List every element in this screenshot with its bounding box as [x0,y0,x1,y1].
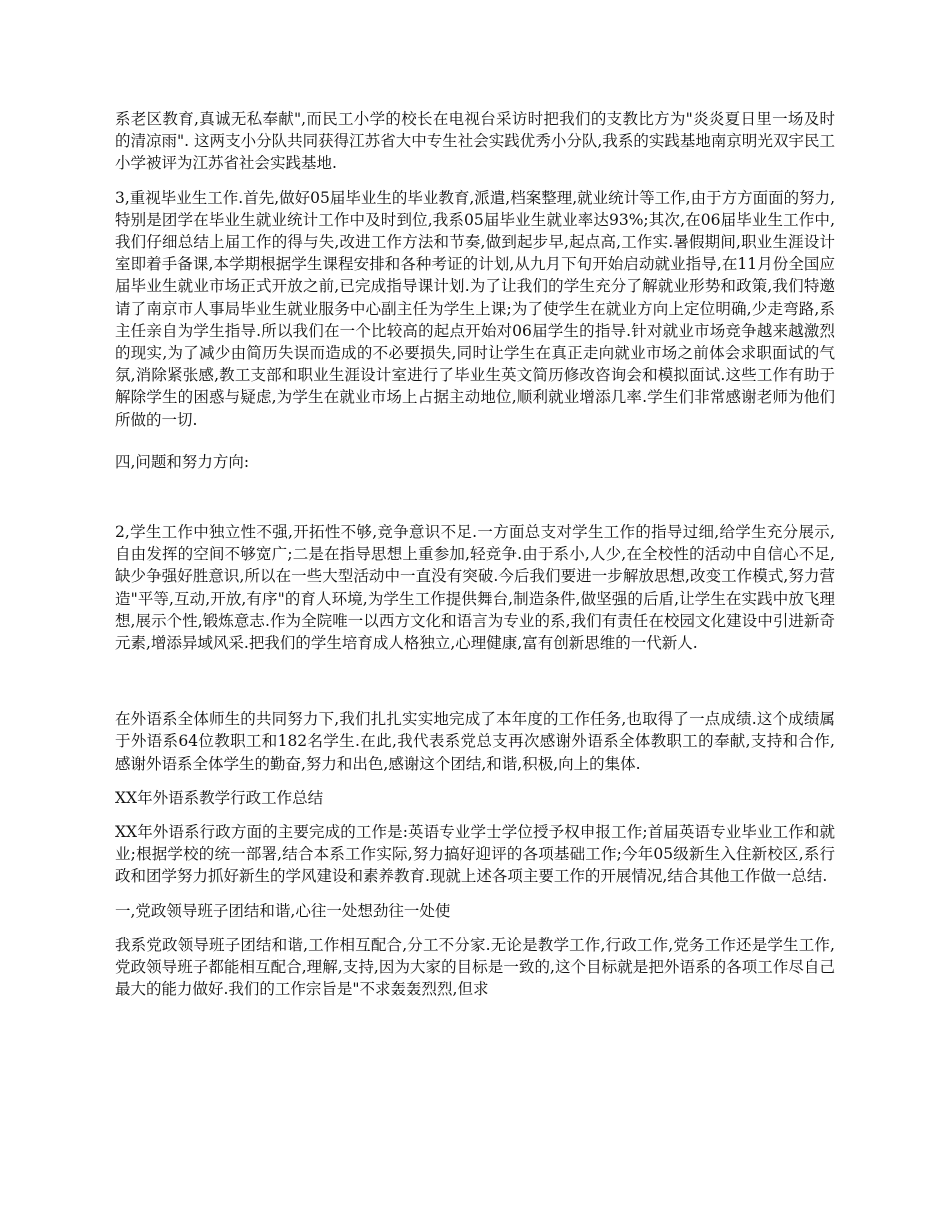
document-subtitle: XX年外语系教学行政工作总结 [115,788,324,807]
paragraph-student-independence: 2,学生工作中独立性不强,开拓性不够,竞争意识不足.一方面总支对学生工作的指导过细,给学生充分展示,自由发挥的空间不够宽广;二是在指导思想上重参加,轻竞争.由于系小,人少,在全校性的活动中自信心不足,缺少争强好胜意识,所以在一些大型活动中一直没有突破.今后我们要进一步解放思想,改变工作模式,努力营造"平等,互动,开放,有序"的育人环境,为学生工作提供舞台,制造条件,做坚强的后盾,让学生在实践中放飞理想,展示个性,锻炼意志.作为全院唯一以西方文化和语言为专业的系,我们有责任在校园文化建设中引进新奇元素,增添异域风采.把我们的学生培育成人格独立,心理健康,富有创新思维的一代新人. [115,523,835,653]
paragraph-leadership: 我系党政领导班子团结和谐,工作相互配合,分工不分家.无论是教学工作,行政工作,党务工作还是学生工作,党政领导班子都能相互配合,理解,支持,因为大家的目标是一致的,这个目标就是把外语系的各项工作尽自己最大的能力做好.我们的工作宗旨是"不求轰轰烈烈,但求 [115,935,835,999]
paragraph-social-practice: 系老区教育,真诚无私奉献",而民工小学的校长在电视台采访时把我们的支教比方为"炎炎夏日里一场及时的清凉雨". 这两支小分队共同获得江苏省大中专生社会实践优秀小分队,我系的实践基地南京明光双宇民工小学被评为江苏省社会实践基地. [115,110,835,173]
section-heading-problems: 四,问题和努力方向: [115,452,250,471]
section-heading-leadership: 一,党政领导班子团结和谐,心往一处想劲往一处使 [115,901,451,920]
paragraph-graduate-work: 3,重视毕业生工作.首先,做好05届毕业生的毕业教育,派遣,档案整理,就业统计等工作,由于方方面面的努力,特别是团学在毕业生就业统计工作中及时到位,我系05届毕业生就业率达93%;其次,在06届毕业生工作中,我们仔细总结上届工作的得与失,改进工作方法和节奏,做到起步早,起点高,工作实.暑假期间,职业生涯设计室即着手备课,本学期根据学生课程安排和各种考证的计划,从九月下旬开始启动就业指导,在11月份全国应届毕业生就业市场正式开放之前,已完成指导课计划.为了让我们的学生充分了解就业形势和政策,我们特邀请了南京市人事局毕业生就业服务中心副主任为学生上课;为了使学生在就业方向上定位明确,少走弯路,系主任亲自为学生指导.所以我们在一个比较高的起点开始对06届学生的指导.针对就业市场竞争越来越激烈的现实,为了减少由简历失误而造成的不必要损失,同时让学生在真正走向就业市场之前体会求职面试的气氛,消除紧张感,教工支部和职业生涯设计室进行了毕业生英文简历修改咨询会和模拟面试.这些工作有助于解除学生的困惑与疑虑,为学生在就业市场上占据主动地位,顺利就业增添几率.学生们非常感谢老师为他们所做的一切. [115,188,836,429]
paragraph-admin-summary: XX年外语系行政方面的主要完成的工作是:英语专业学士学位授予权申报工作;首届英语专业毕业工作和就业;根据学校的统一部署,结合本系工作实际,努力搞好迎评的各项基础工作;今年05级新生入住新校区,系行政和团学努力抓好新生的学风建设和素养教育.现就上述各项主要工作的开展情况,结合其他工作做一总结. [115,823,835,886]
paragraph-thanks: 在外语系全体师生的共同努力下,我们扎扎实实地完成了本年度的工作任务,也取得了一点成绩.这个成绩属于外语系64位教职工和182名学生.在此,我代表系党总支再次感谢外语系全体教职工的奉献,支持和合作,感谢外语系全体学生的勤奋,努力和出色,感谢这个团结,和谐,积极,向上的集体. [115,710,835,773]
document-page [115,108,835,1001]
